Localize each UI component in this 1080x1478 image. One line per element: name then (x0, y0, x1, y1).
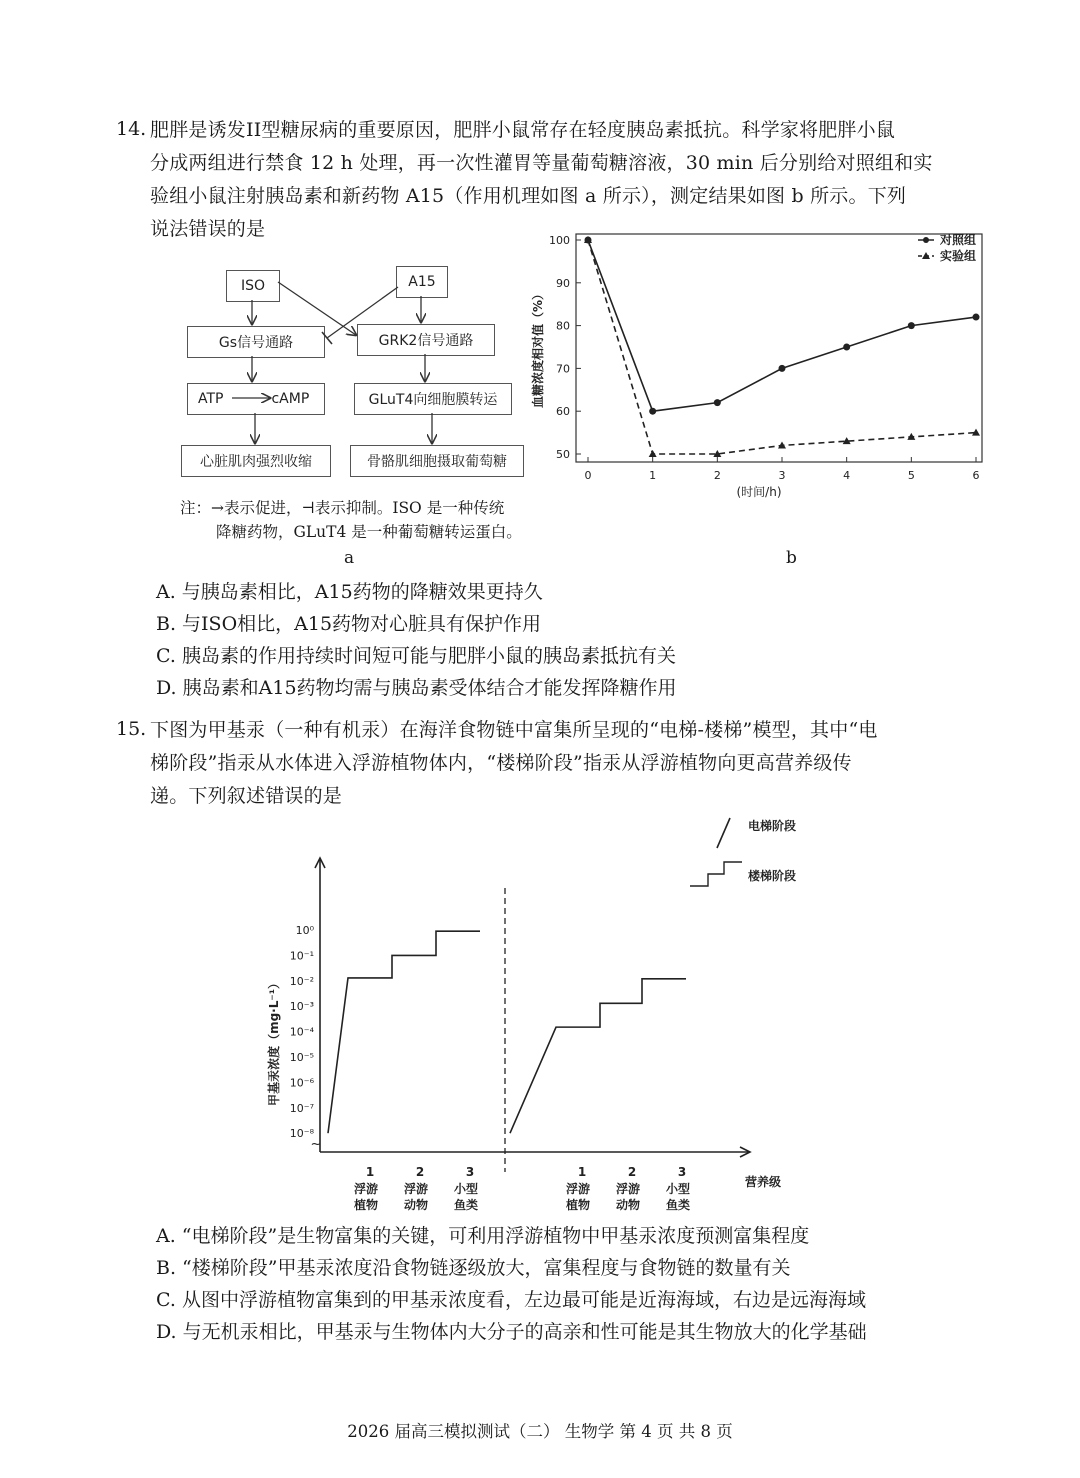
question-14-line: 肥胖是诱发II型糖尿病的重要原因，肥胖小鼠常存在轻度胰岛素抵抗。科学家将肥胖小鼠 (150, 119, 896, 141)
q14-option-c[interactable]: C. 胰岛素的作用持续时间短可能与肥胖小鼠的胰岛素抵抗有关 (156, 645, 676, 667)
chart-label-b: b (786, 548, 797, 568)
level-name-line1: 浮游 (615, 1182, 641, 1196)
x-tick-label: 6 (972, 469, 980, 482)
question-15-line: 递。下列叙述错误的是 (150, 785, 343, 807)
grk2-pathway-box: GRK2信号通路 (357, 324, 495, 356)
data-point-control (779, 365, 786, 372)
chart-b-frame (576, 234, 982, 462)
x-tick-label: 1 (649, 469, 657, 482)
data-point-experiment (778, 441, 786, 448)
level-number: 3 (677, 1165, 687, 1179)
y-tick-label: 10⁻⁸ (289, 1127, 314, 1141)
level-name-line2: 鱼类 (665, 1198, 691, 1212)
y-tick-label: 100 (549, 234, 570, 247)
x-tick-label: 3 (778, 469, 786, 482)
inhibit-bar (322, 332, 332, 344)
q15-option-d[interactable]: D. 与无机汞相比，甲基汞与生物体内大分子的高亲和性可能是其生物放大的化学基础 (156, 1321, 867, 1343)
data-point-control (908, 322, 915, 329)
gs-pathway-box: Gs信号通路 (187, 326, 325, 358)
series-line-experiment (588, 240, 976, 454)
level-number: 2 (627, 1165, 637, 1179)
q14-option-b[interactable]: B. 与ISO相比，A15药物对心脏具有保护作用 (156, 613, 542, 635)
x-axis-label: (时间/h) (736, 485, 782, 499)
q14-option-a[interactable]: A. 与胰岛素相比，A15药物的降糖效果更持久 (156, 581, 543, 603)
y-axis-label: 血糖浓度相对值（%） (531, 287, 545, 409)
level-number: 1 (365, 1165, 375, 1179)
legend-stair-symbol (690, 862, 742, 886)
y-tick-label: 10⁻³ (289, 1000, 314, 1014)
staircase-right (510, 979, 686, 1133)
q15-option-c[interactable]: C. 从图中浮游植物富集到的甲基汞浓度看，左边最可能是近海海域，右边是远海海域 (156, 1289, 866, 1311)
y-tick-label: 60 (556, 405, 570, 419)
level-name-line2: 动物 (615, 1198, 641, 1212)
axis-break: ~ (310, 1137, 322, 1152)
y-tick-label: 10⁻⁷ (289, 1101, 314, 1115)
series-line-control (588, 240, 976, 411)
x-tick-label: 5 (907, 469, 915, 482)
question-15-stem (150, 714, 990, 813)
data-point-control (973, 314, 980, 321)
level-name-line1: 小型 (665, 1182, 691, 1196)
methylmercury-chart (0, 800, 1080, 1220)
level-number: 3 (465, 1165, 475, 1179)
staircase-left (328, 931, 480, 1133)
x-tick-label: 0 (584, 469, 592, 482)
glut4-box: GLuT4向细胞膜转运 (354, 383, 512, 415)
q14-options (156, 576, 677, 704)
data-point-control (714, 399, 721, 406)
legend-label: 对照组 (940, 233, 977, 247)
blood-glucose-chart (520, 222, 1000, 522)
x-axis-label: 营养级 (745, 1175, 782, 1189)
a15-box: A15 (396, 266, 448, 298)
y-tick-label: 10⁻⁵ (289, 1051, 314, 1064)
q14-option-d[interactable]: D. 胰岛素和A15药物均需与胰岛素受体结合才能发挥降糖作用 (156, 677, 677, 699)
legend-marker (923, 237, 929, 243)
level-name-line1: 浮游 (353, 1182, 379, 1196)
q15-options (156, 1220, 867, 1348)
question-15-line: 下图为甲基汞（一种有机汞）在海洋食物链中富集所呈现的“电梯-楼梯”模型，其中“电 (150, 719, 878, 741)
y-tick-label: 70 (556, 362, 570, 376)
diagram-note-line1: 注：→表示促进，⊣表示抑制。ISO 是一种传统 (180, 499, 505, 517)
inhibit-a15-gs (327, 287, 398, 338)
question-14-line: 说法错误的是 (150, 218, 266, 240)
level-number: 2 (415, 1165, 425, 1179)
level-name-line1: 小型 (453, 1182, 479, 1196)
diagram-arrows (0, 0, 560, 500)
y-tick-label: 50 (556, 448, 570, 461)
question-15-line: 梯阶段”指汞从水体进入浮游植物体内，“楼梯阶段”指汞从浮游植物向更高营养级传 (150, 752, 852, 774)
diagram-note-line2: 降糖药物，GLuT4 是一种葡萄糖转运蛋白。 (216, 523, 522, 541)
y-tick-label: 10⁻¹ (289, 949, 314, 963)
legend-label: 楼梯阶段 (748, 869, 797, 883)
legend-elevator-symbol (717, 818, 730, 848)
level-number: 1 (577, 1165, 587, 1179)
legend-label: 电梯阶段 (748, 819, 797, 833)
question-14-line: 分成两组进行禁食 12 h 处理，再一次性灌胃等量葡萄糖溶液，30 min 后分别给对照组和实 (150, 152, 933, 174)
question-14-number: 14. (116, 118, 147, 140)
legend-label: 实验组 (940, 249, 977, 263)
y-tick-label: 10⁻² (289, 974, 314, 988)
data-point-control (843, 344, 850, 351)
y-tick-label: 90 (556, 276, 570, 290)
question-14-line: 验组小鼠注射胰岛素和新药物 A15（作用机理如图 a 所示），测定结果如图 b 所示。下列 (150, 185, 907, 207)
y-tick-label: 10⁰ (295, 924, 314, 937)
level-name-line1: 浮游 (565, 1182, 591, 1196)
camp-label: cAMP (271, 391, 310, 407)
atp-label: ATP (198, 391, 224, 407)
q15-option-a[interactable]: A. “电梯阶段”是生物富集的关键，可利用浮游植物中甲基汞浓度预测富集程度 (156, 1225, 810, 1247)
diagram-label-a: a (344, 548, 355, 568)
iso-box: ISO (226, 270, 280, 302)
x-tick-label: 4 (843, 469, 851, 482)
level-name-line1: 浮游 (403, 1182, 429, 1196)
level-name-line2: 动物 (403, 1198, 429, 1212)
y-tick-label: 80 (556, 319, 570, 333)
y-tick-label: 10⁻⁶ (289, 1076, 314, 1090)
data-point-experiment (649, 450, 657, 457)
question-15-number: 15. (116, 718, 147, 740)
y-axis-label: 甲基汞浓度（mg·L⁻¹） (267, 977, 281, 1106)
muscle-box: 骨骼肌细胞摄取葡萄糖 (350, 445, 524, 477)
heart-box: 心脏肌肉强烈收缩 (181, 445, 331, 477)
page-footer: 2026 届高三模拟测试（二） 生物学 第 4 页 共 8 页 (347, 1422, 733, 1441)
q15-option-b[interactable]: B. “楼梯阶段”甲基汞浓度沿食物链逐级放大，富集程度与食物链的数量有关 (156, 1257, 791, 1279)
x-tick-label: 2 (713, 469, 721, 482)
level-name-line2: 鱼类 (453, 1198, 479, 1212)
level-name-line2: 植物 (565, 1198, 591, 1212)
arrow-iso-grk2 (278, 282, 356, 335)
data-point-control (649, 408, 656, 415)
level-name-line2: 植物 (353, 1198, 379, 1212)
y-tick-label: 10⁻⁴ (289, 1025, 314, 1039)
